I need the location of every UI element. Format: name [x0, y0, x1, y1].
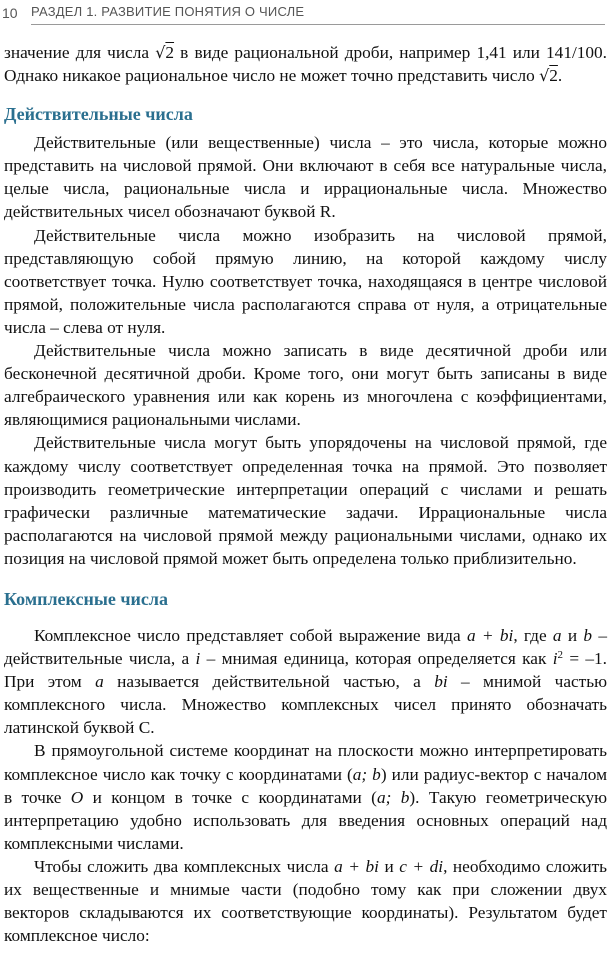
text: , где [513, 625, 553, 645]
math-var: i [195, 649, 201, 669]
sqrt-sign: √ [155, 43, 166, 62]
math-coordinates: a; b [352, 764, 381, 784]
text: ). Такую геометрическую интерпретацию удобно использовать для введения основных операций над комплексными числами. [4, 787, 607, 853]
math-expression: a + bi [466, 625, 514, 645]
math-exponent: 2 [557, 649, 563, 662]
math-var: a [95, 672, 104, 692]
text: – мнимой частью комплексного числа. Множество комплексных чисел принято обозначать латинской буквой C. [4, 672, 608, 738]
real-numbers-paragraph-1: Действительные (или вещественные) числа – это числа, которые можно представить на числовой прямой. Они включают в себя все натуральные числа, целые числа, рациональные числа и иррациональные числа. Множество действительных чисел обозначают буквой R. [4, 133, 607, 222]
text: Комплексное число представляет собой выражение вида [34, 625, 467, 645]
sqrt-sign-2: √ [539, 66, 550, 86]
real-numbers-paragraph-4: Действительные числа могут быть упорядочены на числовой прямой, где каждому числу соответствует определенная точка на прямой. Это позволяет производить геометрические интерпретации операций с числами и решать графически различные математические задачи. Иррациональные числа располагаются на числовой прямой между рациональными числами, однако их позиция на числовой прямой может быть определена только приблизительно. [4, 433, 607, 568]
text: и концом в точке с координатами ( [83, 787, 377, 807]
page-number: 10 [2, 5, 18, 21]
intro-text-2: в виде рациональной дроби, например 1,41 или 141/100. Однако никакое рациональное число не может точно представить число [4, 43, 607, 86]
math-var: O [70, 787, 84, 807]
text: – мнимая единица, которая определяется как [200, 649, 553, 669]
real-numbers-paragraph-3: Действительные числа можно записать в виде десятичной дроби или бесконечной десятичной дроби. Кроме того, они могут быть записаны в виде алгебраического уравнения или как корень из многочлена с коэффициентами, являющимися рациональными числами. [4, 341, 607, 430]
math-expression: a + bi [334, 856, 379, 876]
complex-numbers-paragraph-2 [4, 739, 607, 854]
intro-text-1: значение для числа [4, 43, 156, 62]
text: называется действительной частью, а [103, 672, 435, 692]
complex-numbers-paragraph-3 [4, 855, 607, 947]
sqrt-argument: 2 [165, 43, 175, 62]
text: – действительные числа, а [4, 625, 607, 669]
header-rule [31, 24, 605, 25]
section-heading-real-numbers: Действительные числа [4, 104, 193, 125]
intro-paragraph [4, 41, 607, 87]
running-title: РАЗДЕЛ 1. РАЗВИТИЕ ПОНЯТИЯ О ЧИСЛЕ [31, 4, 305, 19]
real-numbers-paragraph-2: Действительные числа можно изобразить на числовой прямой, представляющую собой прямую линию, на которой каждому числу соответствует точка. Нулю соответствует точка, находящаяся в центре числовой прямой, положительные числа располагаются справа от нуля, а отрицательные числа – слева от нуля. [4, 225, 607, 337]
sqrt-expression-2 [539, 66, 558, 85]
math-var: a [552, 625, 562, 645]
text: и [561, 625, 584, 645]
sqrt-expression [155, 43, 174, 62]
text: В прямоугольной системе координат на плоскости можно интерпретировать комплексное число как точку с координатами ( [4, 741, 607, 784]
section-heading-complex-numbers: Комплексные числа [4, 588, 168, 609]
math-var: i [552, 649, 558, 669]
text: ) или радиус-вектор с началом в точке [4, 764, 608, 807]
sqrt-argument-2: 2 [549, 66, 558, 86]
math-var: bi [434, 672, 448, 692]
math-coordinates: a; b [376, 787, 410, 807]
intro-text-3: . [557, 66, 563, 86]
math-expression: c + di [399, 856, 444, 876]
page-body [4, 41, 607, 947]
text: Чтобы сложить два комплексных числа [34, 856, 335, 876]
text: и [378, 856, 400, 876]
complex-numbers-paragraph-1 [4, 624, 607, 739]
text: = –1. При этом [4, 649, 607, 692]
text: , необходимо сложить их вещественные и мнимые части (подобно тому как при сложении двух векторов складываются их соответствующие координаты). Результатом будет комплексное число: [4, 856, 607, 946]
page-header [0, 0, 609, 30]
math-var: b [583, 625, 593, 645]
